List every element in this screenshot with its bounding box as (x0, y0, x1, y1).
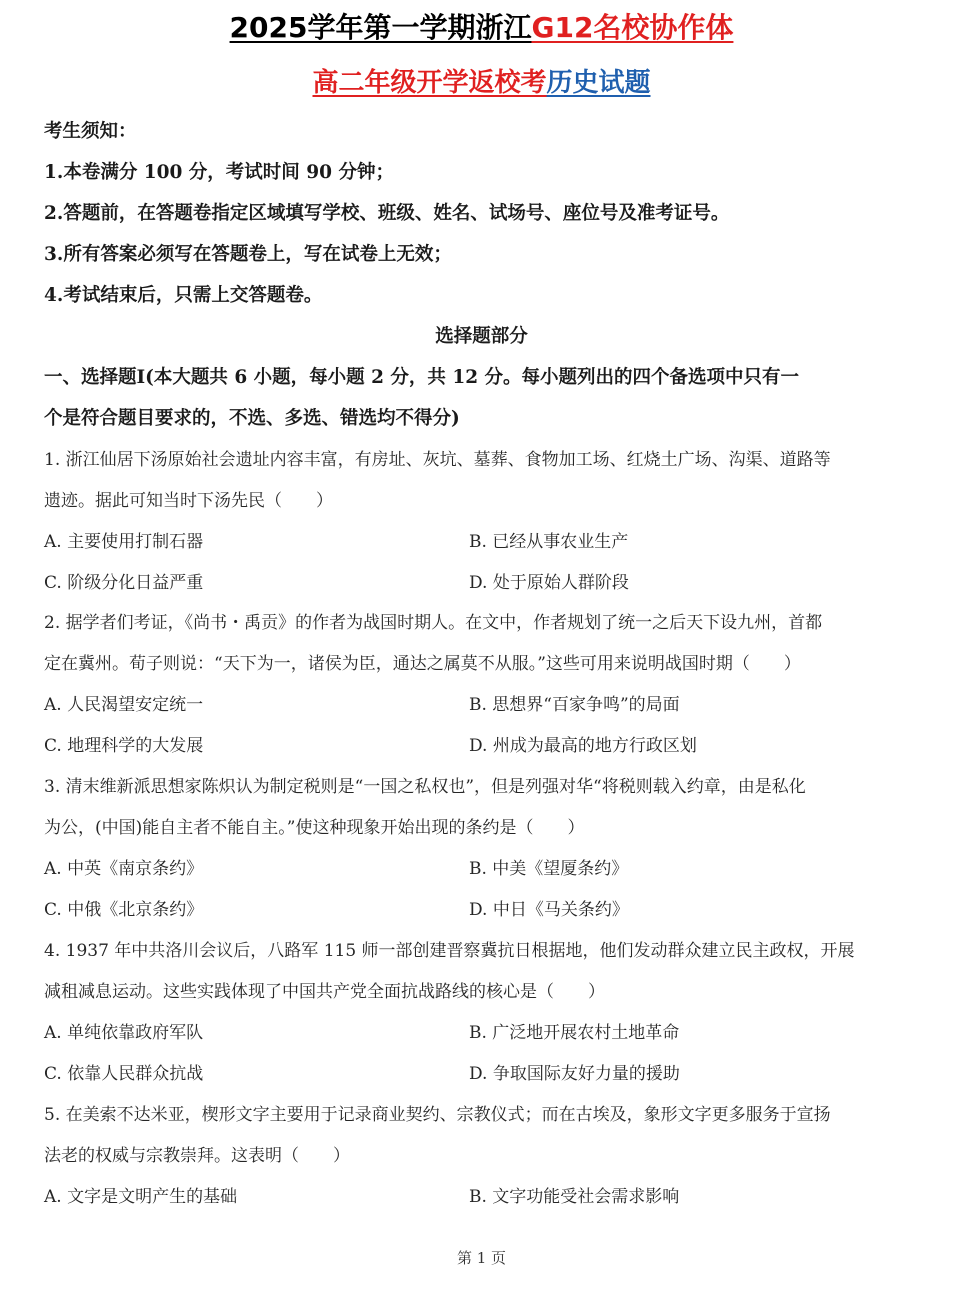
notice-item: 4.考试结束后，只需上交答题卷。 (44, 285, 323, 306)
question-3-option-c: C. 中俄《北京条约》 (44, 900, 204, 920)
question-5-option-a: A. 文字是文明产生的基础 (44, 1187, 238, 1207)
exam-title-part2: G12名校协作体 (531, 11, 734, 44)
question-3-stem: 3. 清末维新派思想家陈炽认为制定税则是“一国之私权也”，但是列强对华“将税则载入约章，由是私化 (44, 777, 806, 797)
question-3-option-b: B. 中美《望厦条约》 (469, 859, 629, 879)
question-5-option-b: B. 文字功能受社会需求影响 (469, 1187, 680, 1207)
question-4-option-a: A. 单纯依靠政府军队 (44, 1023, 204, 1043)
notice-item: 1.本卷满分 100 分，考试时间 90 分钟； (44, 162, 394, 183)
question-4-stem: 4. 1937 年中共洛川会议后，八路军 115 师一部创建晋察冀抗日根据地，他们发动群众建立民主政权，开展 (44, 941, 855, 961)
section-heading-line: 一、选择题Ⅰ(本大题共 6 小题，每小题 2 分，共 12 分。每小题列出的四个备选项中只有一 (44, 367, 800, 388)
exam-subtitle (0, 63, 963, 103)
question-4-stem: 减租减息运动。这些实践体现了中国共产党全面抗战路线的核心是（ ） (44, 982, 605, 1002)
notice-heading: 考生须知： (44, 121, 137, 142)
question-5-stem: 5. 在美索不达米亚，楔形文字主要用于记录商业契约、宗教仪式；而在古埃及，象形文字更多服务于宣扬 (44, 1105, 831, 1125)
question-2-stem: 2. 据学者们考证，《尚书・禹贡》的作者为战国时期人。在文中，作者规划了统一之后天下设九州，首都 (44, 613, 823, 633)
question-1-stem: 遗迹。据此可知当时下汤先民（ ） (44, 491, 333, 511)
question-3-stem: 为公，(中国)能自主者不能自主。”使这种现象开始出现的条约是（ ） (44, 818, 585, 838)
question-5-stem: 法老的权威与宗教崇拜。这表明（ ） (44, 1146, 350, 1166)
exam-title-part1: 2025学年第一学期浙江 (229, 11, 532, 44)
question-3-option-a: A. 中英《南京条约》 (44, 859, 204, 879)
question-1-option-d: D. 处于原始人群阶段 (469, 573, 629, 593)
section-title: 选择题部分 (435, 326, 528, 347)
exam-title (0, 8, 963, 48)
question-2-option-b: B. 思想界“百家争鸣”的局面 (469, 695, 680, 715)
page-number: 第 1 页 (456, 1249, 507, 1267)
exam-subtitle-part1: 高二年级开学返校考 (312, 68, 547, 98)
question-4-option-b: B. 广泛地开展农村土地革命 (469, 1023, 680, 1043)
section-heading-line: 个是符合题目要求的，不选、多选、错选均不得分) (44, 408, 460, 429)
question-1-option-b: B. 已经从事农业生产 (469, 532, 629, 552)
question-1-stem: 1. 浙江仙居下汤原始社会遗址内容丰富，有房址、灰坑、墓葬、食物加工场、红烧土广场、沟渠、道路等 (44, 450, 831, 470)
question-2-stem: 定在冀州。荀子则说：“天下为一，诸侯为臣，通达之属莫不从服。”这些可用来说明战国时期（ ） (44, 654, 801, 674)
notice-item: 3.所有答案必须写在答题卷上，写在试卷上无效； (44, 244, 452, 265)
question-1-option-a: A. 主要使用打制石器 (44, 532, 204, 552)
question-2-option-d: D. 州成为最高的地方行政区划 (469, 736, 697, 756)
notice-item: 2.答题前，在答题卷指定区域填写学校、班级、姓名、试场号、座位号及准考证号。 (44, 203, 730, 224)
question-3-option-d: D. 中日《马关条约》 (469, 900, 629, 920)
question-4-option-c: C. 依靠人民群众抗战 (44, 1064, 204, 1084)
question-2-option-c: C. 地理科学的大发展 (44, 736, 204, 756)
question-2-option-a: A. 人民渴望安定统一 (44, 695, 204, 715)
exam-subtitle-part2: 历史试题 (546, 68, 651, 98)
question-4-option-d: D. 争取国际友好力量的援助 (469, 1064, 680, 1084)
question-1-option-c: C. 阶级分化日益严重 (44, 573, 204, 593)
